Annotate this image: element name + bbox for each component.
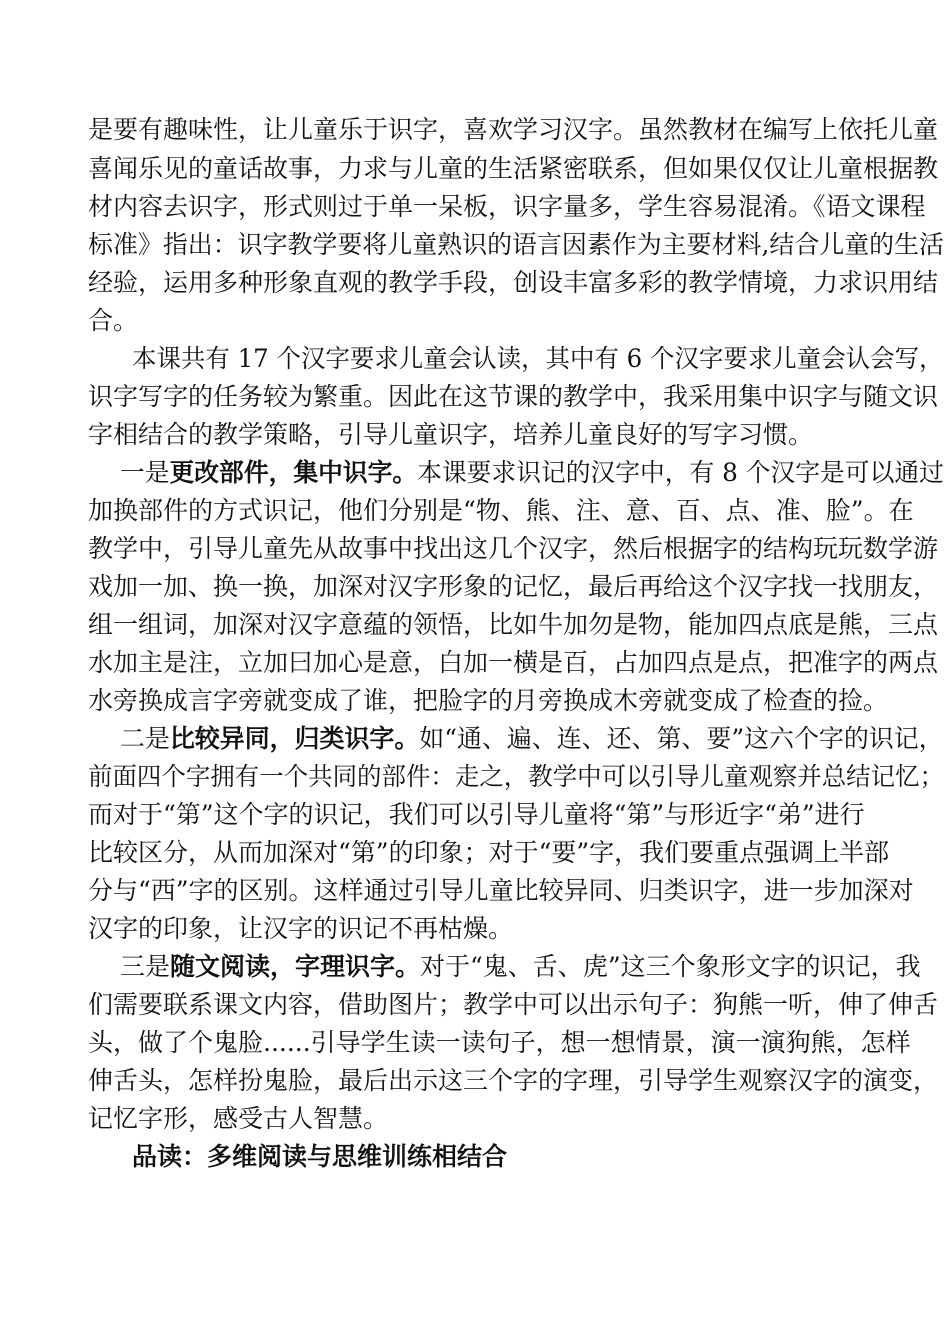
text-line [88, 800, 865, 830]
text-run: 字相结合的教学策略，引导儿童识字，培养儿童良好的写字习惯。 [88, 420, 814, 449]
text-line [88, 572, 938, 602]
text-run: 水加主是注，立加曰加心是意，白加一横是百，占加四点是点，把准字的两点 [88, 648, 939, 677]
text-run: 材内容去识字，形式则过于单一呆板，识字量多，学生容易混淆。《语文课程 [88, 192, 926, 221]
text-line [88, 990, 938, 1020]
text-run: 识字写字的任务较为繁重。因此在这节课的教学中，我采用集中识字与随文识 [88, 382, 939, 411]
text-run: 本课要求识记的汉字中，有 8 个汉字是可以通过 [417, 458, 944, 487]
text-run: 二是 [120, 724, 170, 753]
text-line [88, 382, 938, 412]
text-line [88, 1028, 911, 1058]
text-run: 而对于“第”这个字的识记，我们可以引导儿童将“第”与形近字“弟”进行 [88, 800, 865, 829]
text-run: 品读：多维阅读与思维训练相结合 [132, 1142, 508, 1171]
text-line [88, 610, 938, 640]
text-line [88, 686, 888, 716]
text-run: 教学中，引导儿童先从故事中找出这几个汉字，然后根据字的结构玩玩数学游 [88, 534, 939, 563]
text-run: 一是 [120, 458, 170, 487]
text-line [88, 306, 138, 336]
text-line [88, 1066, 938, 1096]
text-run: 记忆字形，感受古人智慧。 [88, 1104, 389, 1133]
text-run: 伸舌头，怎样扮鬼脸，最后出示这三个字的字理，引导学生观察汉字的演变， [88, 1066, 939, 1095]
text-line [88, 268, 938, 298]
text-line [88, 420, 813, 450]
text-run: 喜闻乐见的童话故事，力求与儿童的生活紧密联系，但如果仅仅让儿童根据教 [88, 154, 939, 183]
text-run: 头，做了个鬼脸......引导学生读一读句子，想一想情景，演一演狗熊，怎样 [88, 1028, 911, 1057]
text-run: 水旁换成言字旁就变成了谁，把脸字的月旁换成木旁就变成了检查的捡。 [88, 686, 889, 715]
text-line [132, 344, 944, 374]
text-line [88, 534, 938, 564]
text-run: 本课共有 17 个汉字要求儿童会认读，其中有 6 个汉字要求儿童会认会写， [132, 344, 944, 373]
section-heading [132, 1142, 507, 1172]
text-line [120, 724, 944, 754]
text-line [88, 914, 513, 944]
bold-heading: 更改部件，集中识字。 [169, 458, 418, 487]
text-line [88, 230, 944, 260]
text-run: 加换部件的方式识记，他们分别是“物、熊、注、意、百、点、准、脸”。在 [88, 496, 914, 525]
text-run: 戏加一加、换一换，加深对汉字形象的记忆，最后再给这个汉字找一找朋友， [88, 572, 939, 601]
text-run: 分与“西”字的区别。这样通过引导儿童比较异同、归类识字，进一步加深对 [88, 876, 914, 905]
text-run: 对于“鬼、舌、虎”这三个象形文字的识记，我 [420, 952, 921, 981]
text-run: 们需要联系课文内容，借助图片；教学中可以出示句子：狗熊一听，伸了伸舌 [88, 990, 939, 1019]
text-line [88, 838, 889, 868]
text-line [88, 192, 926, 222]
text-line [88, 1104, 388, 1134]
text-run: 组一组词，加深对汉字意蕴的领悟，比如牛加勿是物，能加四点底是熊，三点 [88, 610, 939, 639]
bold-heading: 比较异同，归类识字。 [169, 724, 420, 753]
text-run: 前面四个字拥有一个共同的部件：走之，教学中可以引导儿童观察并总结记忆； [88, 762, 945, 791]
text-line [120, 458, 944, 488]
text-line [88, 648, 938, 678]
text-line [88, 115, 938, 145]
bold-heading: 随文阅读，字理识字。 [170, 952, 421, 981]
text-line [88, 762, 944, 792]
text-run: 比较区分，从而加深对“第”的印象；对于“要”字，我们要重点强调上半部 [88, 838, 890, 867]
text-line [88, 154, 938, 184]
text-run: 合。 [88, 306, 139, 335]
text-run: 经验，运用多种形象直观的教学手段，创设丰富多彩的教学情境，力求识用结 [88, 268, 939, 297]
text-line [88, 496, 914, 526]
text-line [88, 876, 914, 906]
text-run: 是要有趣味性，让儿童乐于识字，喜欢学习汉字。虽然教材在编写上依托儿童 [88, 115, 939, 144]
text-run: 标准》指出：识字教学要将儿童熟识的语言因素作为主要材料,结合儿童的生活 [88, 230, 944, 259]
text-run: 汉字的印象，让汉字的识记不再枯燥。 [88, 914, 514, 943]
text-run: 三是 [120, 952, 171, 981]
text-line [120, 952, 921, 982]
text-run: 如“通、遍、连、还、第、要”这六个字的识记， [419, 724, 944, 753]
